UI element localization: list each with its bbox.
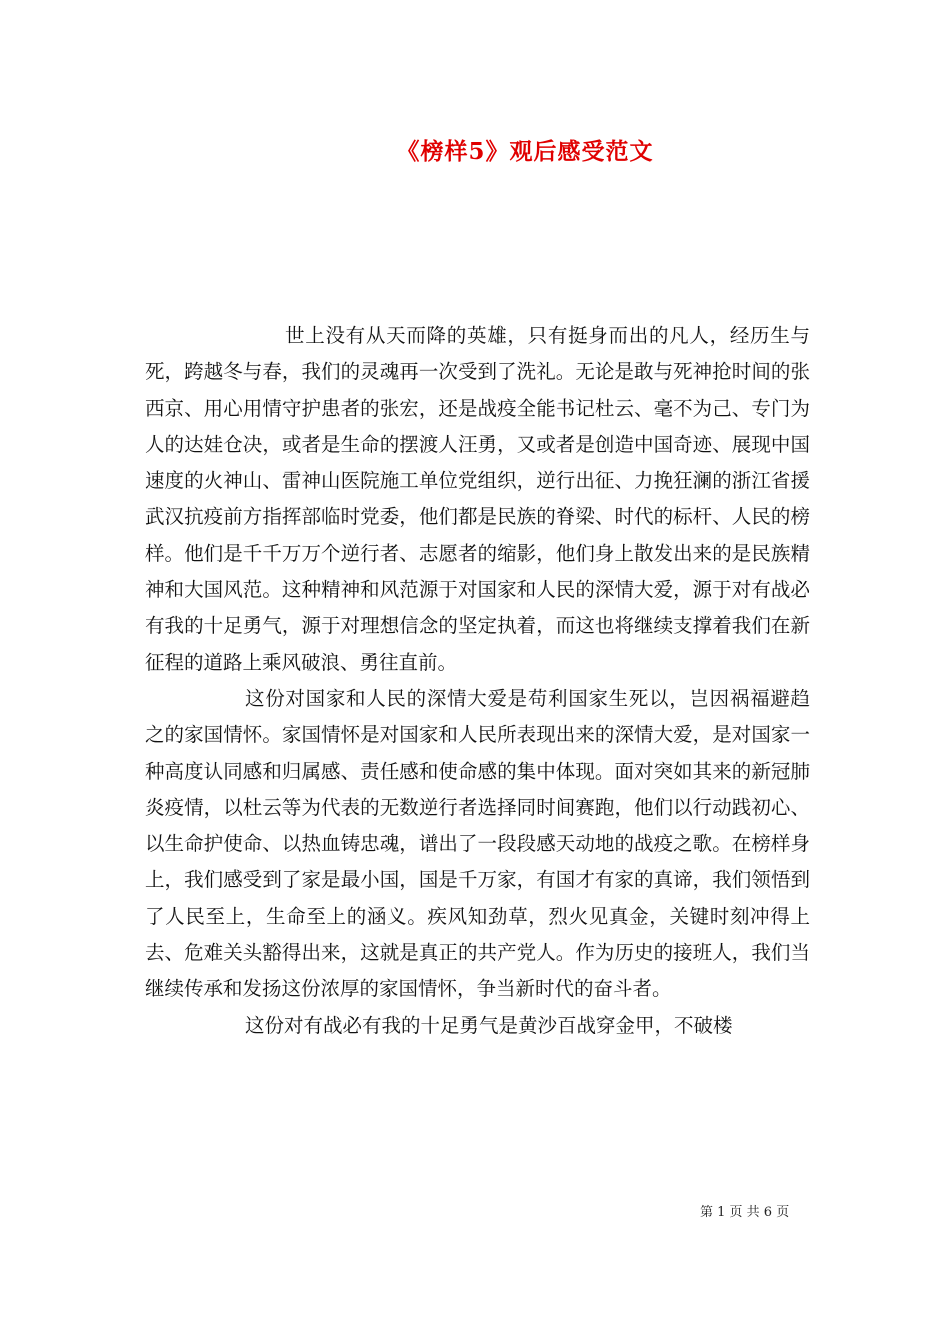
document-title: 《榜样5》观后感受范文 <box>396 138 654 165</box>
paragraph-3: 这份对有战必有我的十足勇气是黄沙百战穿金甲，不破楼 <box>245 1013 733 1037</box>
paragraph-1: 世上没有从天而降的英雄，只有挺身而出的凡人，经历生与死，跨越冬与春，我们的灵魂再一次受到了洗礼。无论是敢与死神抢时间的张西京、用心用情守护患者的张宏，还是战疫全能书记杜云、毫不为己、专门为人的达娃仓决，或者是生命的摆渡人汪勇，又或者是创造中国奇迹、展现中国速度的火神山、雷神山医院施工单位党组织，逆行出征、力挽狂澜的浙江省援武汉抗疫前方指挥部临时党委，他们都是民族的脊梁、时代的标杆、人民的榜样。他们是千千万万个逆行者、志愿者的缩影，他们身上散发出来的是民族精神和大国风范。这种精神和风范源于对国家和人民的深情大爱，源于对有战必有我的十足勇气，源于对理想信念的坚定执着，而这也将继续支撑着我们在新征程的道路上乘风破浪、勇往直前。 <box>145 324 810 674</box>
document-body <box>145 318 810 1044</box>
paragraph-2: 这份对国家和人民的深情大爱是苟利国家生死以，岂因祸福避趋之的家国情怀。家国情怀是对国家和人民所表现出来的深情大爱，是对国家一种高度认同感和归属感、责任感和使命感的集中体现。面对突如其来的新冠肺炎疫情，以杜云等为代表的无数逆行者选择同时间赛跑，他们以行动践初心、以生命护使命、以热血铸忠魂，谱出了一段段感天动地的战疫之歌。在榜样身上，我们感受到了家是最小国，国是千万家，有国才有家的真谛，我们领悟到了人民至上，生命至上的涵义。疾风知劲草，烈火见真金，关键时刻冲得上去、危难关头豁得出来，这就是真正的共产党人。作为历史的接班人，我们当继续传承和发扬这份浓厚的家国情怀，争当新时代的奋斗者。 <box>145 686 810 1001</box>
page-number-footer: 第 1 页 共 6 页 <box>700 1205 790 1220</box>
